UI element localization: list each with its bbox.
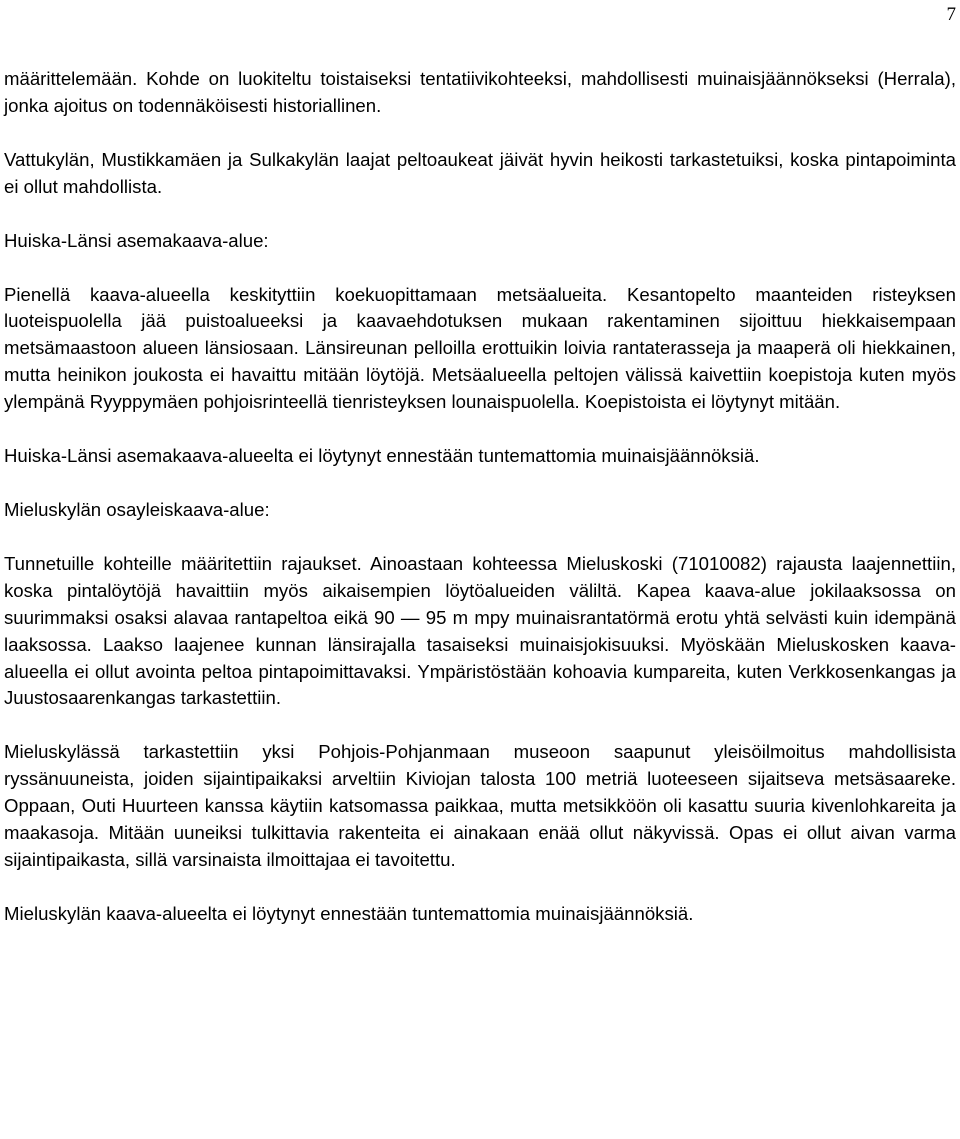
heading-huiska-lansi: Huiska-Länsi asemakaava-alue: bbox=[4, 229, 269, 251]
paragraph-mieluskyla-result: Mieluskylän kaava-alueelta ei löytynyt ennestään tuntemattomia muinaisjäännöksiä. bbox=[4, 902, 694, 924]
paragraph-tentative-site: määrittelemään. Kohde on luokiteltu toistaiseksi tentatiivikohteeksi, mahdollisesti muinaisjäännökseksi (Herrala), jonka ajoitus on todennäköisesti historiallinen. bbox=[4, 68, 956, 116]
paragraph-field-clearings: Vattukylän, Mustikkamäen ja Sulkakylän laajat peltoaukeat jäivät hyvin heikosti tarkastetuiksi, koska pintapoiminta ei ollut mahdollista. bbox=[4, 148, 956, 197]
paragraph-mieluskyla-boundaries: Tunnetuille kohteille määritettiin rajaukset. Ainoastaan kohteessa Mieluskoski (71010082) rajausta laajennettiin, koska pintalöytöjä havaittiin myös aikaisempien löytöalueiden väliltä. Kapea kaava-alue jokilaaksossa on suurimmaksi osaksi alavaa rantapeltoa eikä 90 — 95 m mpy muinaisrantatörmä erotu yhtä selvästi kuin idempänä laaksossa. Laakso laajenee kunnan länsirajalla tasaiseksi muinaisjokisuuksi. Myöskään Mieluskosken kaava-alueella ei ollut avointa peltoa pintapoimittavaksi. Ympäristöstään kohoavia kumpareita, kuten Verkkosenkangas ja Juustosaarenkangas tarkastettiin. bbox=[4, 552, 956, 709]
paragraph-huiska-lansi-result: Huiska-Länsi asemakaava-alueelta ei löytynyt ennestään tuntemattomia muinaisjäännöksiä. bbox=[4, 445, 760, 467]
paragraph-huiska-lansi-survey: Pienellä kaava-alueella keskityttiin koekuopittamaan metsäalueita. Kesantopelto maanteiden risteyksen luoteispuolella jää puistoalueeksi ja kaavaehdotuksen mukaan rakentaminen sijoittuu hiekkaisempaan metsämaastoon alueen länsiosaan. Länsireunan pelloilla erottuikin loivia rantaterasseja ja maaperä oli hiekkainen, mutta heinikon joukosta ei havaittu mitään löytöjä. Metsäalueella peltojen välissä kaivettiin koepistoja kuten myös ylempänä Ryyppymäen pohjoisrinteellä tienristeyksen lounaispuolella. Koepistoista ei löytynyt mitään. bbox=[4, 283, 956, 413]
heading-mieluskyla: Mieluskylän osayleiskaava-alue: bbox=[4, 498, 270, 520]
document-body bbox=[4, 66, 956, 955]
page-number: 7 bbox=[946, 4, 956, 25]
paragraph-mieluskyla-public-report: Mieluskylässä tarkastettiin yksi Pohjois-Pohjanmaan museoon saapunut yleisöilmoitus mahdollisista ryssänuuneista, joiden sijaintipaikaksi arveltiin Kiviojan talosta 100 metriä luoteeseen sijaitseva metsäsaareke. Oppaan, Outi Huurteen kanssa käytiin katsomassa paikkaa, mutta metsikköön oli kasattu suuria kivenlohkareita ja maakasoja. Mitään uuneiksi tulkittavia rakenteita ei ainakaan enää ollut näkyvissä. Opas ei ollut aivan varma sijaintipaikasta, sillä varsinaista ilmoittajaa ei tavoitettu. bbox=[4, 741, 956, 870]
